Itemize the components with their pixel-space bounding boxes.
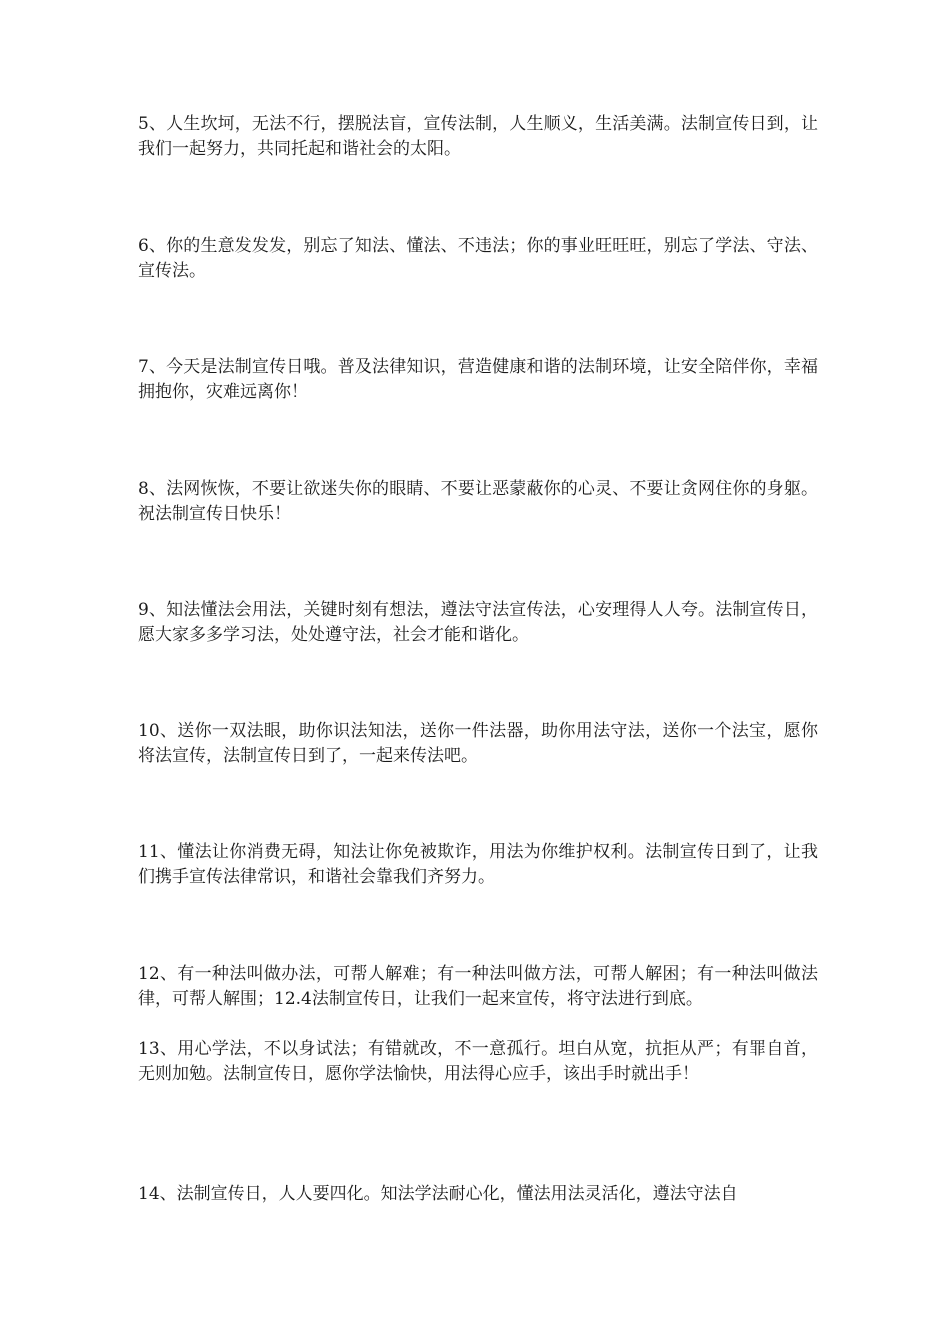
paragraph-5: 5、人生坎坷，无法不行，摆脱法盲，宣传法制，人生顺义，生活美满。法制宣传日到，让我们一起努力，共同托起和谐社会的太阳。 [138,114,818,159]
paragraph-6: 6、你的生意发发发，别忘了知法、懂法、不违法；你的事业旺旺旺，别忘了学法、守法、宣传法。 [138,236,818,281]
paragraph-11: 11、懂法让你消费无碍，知法让你免被欺诈，用法为你维护权利。法制宣传日到了，让我们携手宣传法律常识，和谐社会靠我们齐努力。 [138,842,818,887]
paragraph-12: 12、有一种法叫做办法，可帮人解难；有一种法叫做方法，可帮人解困；有一种法叫做法律，可帮人解围；12.4法制宣传日，让我们一起来宣传，将守法进行到底。 [138,964,818,1009]
paragraph-13: 13、用心学法，不以身试法；有错就改，不一意孤行。坦白从宽，抗拒从严；有罪自首，无则加勉。法制宣传日，愿你学法愉快，用法得心应手，该出手时就出手！ [138,1039,818,1084]
paragraph-14: 14、法制宣传日，人人要四化。知法学法耐心化，懂法用法灵活化，遵法守法自 [138,1184,738,1204]
paragraph-8: 8、法网恢恢，不要让欲迷失你的眼睛、不要让恶蒙蔽你的心灵、不要让贪网住你的身躯。祝法制宣传日快乐！ [138,479,818,524]
paragraph-10: 10、送你一双法眼，助你识法知法，送你一件法器，助你用法守法，送你一个法宝，愿你将法宣传，法制宣传日到了，一起来传法吧。 [138,721,818,766]
paragraph-7: 7、今天是法制宣传日哦。普及法律知识，营造健康和谐的法制环境，让安全陪伴你，幸福拥抱你，灾难远离你！ [138,357,818,402]
paragraph-9: 9、知法懂法会用法，关键时刻有想法，遵法守法宣传法，心安理得人人夸。法制宣传日，愿大家多多学习法，处处遵守法，社会才能和谐化。 [138,600,818,645]
